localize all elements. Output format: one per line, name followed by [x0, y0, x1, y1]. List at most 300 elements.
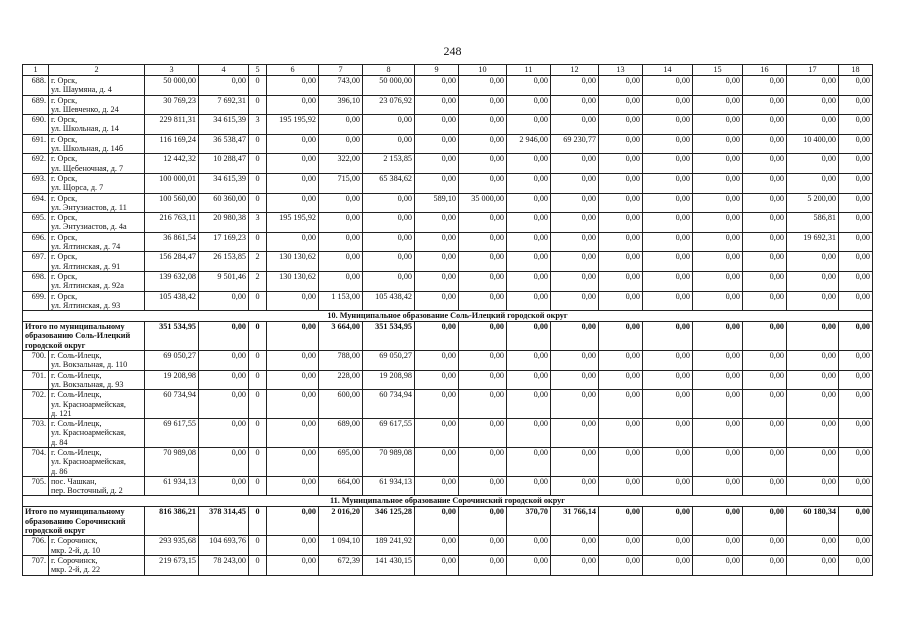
value-cell-col-7: 0,00 [319, 271, 363, 291]
subtotal-row [23, 507, 873, 536]
value-cell-col-10: 0,00 [459, 555, 507, 575]
address-cell [49, 232, 145, 252]
value-cell-col-13: 0,00 [599, 419, 643, 448]
address-cell [49, 476, 145, 496]
value-cell-col-18: 0,00 [839, 232, 873, 252]
value-cell-col-10: 0,00 [459, 154, 507, 174]
column-header-5: 5 [249, 65, 267, 76]
value-cell-col-4: 104 693,76 [199, 536, 249, 556]
value-cell-col-9: 0,00 [415, 370, 459, 390]
value-cell-col-9: 0,00 [415, 271, 459, 291]
value-cell-col-17: 0,00 [787, 476, 839, 496]
value-cell-col-7: 0,00 [319, 232, 363, 252]
value-cell-col-8: 0,00 [363, 115, 415, 135]
section-row [23, 311, 873, 322]
value-cell-col-17: 0,00 [787, 370, 839, 390]
value-cell-col-13: 0,00 [599, 507, 643, 536]
section-title: 10. Муниципальное образование Соль-Илецкий городской округ [23, 311, 873, 322]
row-number: 697. [23, 252, 49, 272]
value-cell-col-18: 0,00 [839, 115, 873, 135]
row-number: 704. [23, 447, 49, 476]
table-row [23, 447, 873, 476]
value-cell-col-6: 0,00 [267, 370, 319, 390]
value-cell-col-5: 0 [249, 193, 267, 213]
value-cell-col-7: 788,00 [319, 351, 363, 371]
value-cell-col-3: 50 000,00 [145, 76, 199, 96]
value-cell-col-5: 2 [249, 271, 267, 291]
value-cell-col-5: 0 [249, 536, 267, 556]
address-cell [49, 134, 145, 154]
text-line: г. Соль-Илецк, [51, 419, 102, 429]
value-cell-col-18: 0,00 [839, 173, 873, 193]
row-number: 696. [23, 232, 49, 252]
value-cell-col-5: 0 [249, 291, 267, 311]
value-cell-col-11: 0,00 [507, 351, 551, 371]
value-cell-col-18: 0,00 [839, 536, 873, 556]
value-cell-col-9: 0,00 [415, 134, 459, 154]
value-cell-col-17: 0,00 [787, 536, 839, 556]
value-cell-col-3: 69 050,27 [145, 351, 199, 371]
value-cell-col-14: 0,00 [643, 291, 693, 311]
value-cell-col-18: 0,00 [839, 193, 873, 213]
value-cell-col-16: 0,00 [743, 476, 787, 496]
value-cell-col-14: 0,00 [643, 390, 693, 419]
value-cell-col-5: 0 [249, 476, 267, 496]
value-cell-col-7: 322,00 [319, 154, 363, 174]
value-cell-col-15: 0,00 [693, 213, 743, 233]
value-cell-col-12: 0,00 [551, 370, 599, 390]
value-cell-col-6: 0,00 [267, 76, 319, 96]
value-cell-col-7: 715,00 [319, 173, 363, 193]
value-cell-col-16: 0,00 [743, 271, 787, 291]
value-cell-col-12: 0,00 [551, 173, 599, 193]
value-cell-col-6: 0,00 [267, 232, 319, 252]
value-cell-col-17: 19 692,31 [787, 232, 839, 252]
value-cell-col-8: 0,00 [363, 134, 415, 154]
subtotal-label [23, 507, 145, 536]
value-cell-col-14: 0,00 [643, 507, 693, 536]
value-cell-col-3: 70 989,08 [145, 447, 199, 476]
value-cell-col-6: 0,00 [267, 291, 319, 311]
value-cell-col-18: 0,00 [839, 507, 873, 536]
value-cell-col-11: 0,00 [507, 390, 551, 419]
report-table [22, 64, 873, 576]
column-header-17: 17 [787, 65, 839, 76]
value-cell-col-18: 0,00 [839, 476, 873, 496]
column-header-1: 1 [23, 65, 49, 76]
value-cell-col-16: 0,00 [743, 252, 787, 272]
text-line: г. Орск, [51, 115, 78, 125]
address-cell [49, 447, 145, 476]
text-line: образованию Сорочинский [25, 516, 126, 526]
value-cell-col-7: 1 153,00 [319, 291, 363, 311]
value-cell-col-8: 23 076,92 [363, 95, 415, 115]
value-cell-col-7: 664,00 [319, 476, 363, 496]
value-cell-col-16: 0,00 [743, 447, 787, 476]
table-row [23, 419, 873, 448]
value-cell-col-5: 0 [249, 76, 267, 96]
value-cell-col-11: 0,00 [507, 115, 551, 135]
value-cell-col-11: 0,00 [507, 252, 551, 272]
value-cell-col-9: 0,00 [415, 95, 459, 115]
value-cell-col-14: 0,00 [643, 95, 693, 115]
value-cell-col-16: 0,00 [743, 76, 787, 96]
value-cell-col-13: 0,00 [599, 322, 643, 351]
value-cell-col-3: 12 442,32 [145, 154, 199, 174]
table-row [23, 536, 873, 556]
value-cell-col-9: 0,00 [415, 507, 459, 536]
row-number: 694. [23, 193, 49, 213]
value-cell-col-15: 0,00 [693, 447, 743, 476]
value-cell-col-16: 0,00 [743, 134, 787, 154]
value-cell-col-13: 0,00 [599, 536, 643, 556]
value-cell-col-15: 0,00 [693, 419, 743, 448]
value-cell-col-4: 7 692,31 [199, 95, 249, 115]
value-cell-col-10: 0,00 [459, 447, 507, 476]
value-cell-col-6: 0,00 [267, 351, 319, 371]
value-cell-col-17: 586,81 [787, 213, 839, 233]
value-cell-col-3: 105 438,42 [145, 291, 199, 311]
value-cell-col-9: 0,00 [415, 419, 459, 448]
value-cell-col-9: 0,00 [415, 154, 459, 174]
value-cell-col-17: 0,00 [787, 390, 839, 419]
value-cell-col-3: 69 617,55 [145, 419, 199, 448]
value-cell-col-7: 0,00 [319, 213, 363, 233]
value-cell-col-8: 61 934,13 [363, 476, 415, 496]
value-cell-col-16: 0,00 [743, 213, 787, 233]
value-cell-col-4: 34 615,39 [199, 173, 249, 193]
column-header-10: 10 [459, 65, 507, 76]
table-row [23, 173, 873, 193]
value-cell-col-6: 0,00 [267, 95, 319, 115]
value-cell-col-14: 0,00 [643, 536, 693, 556]
value-cell-col-10: 35 000,00 [459, 193, 507, 213]
value-cell-col-5: 0 [249, 507, 267, 536]
value-cell-col-7: 2 016,20 [319, 507, 363, 536]
value-cell-col-6: 0,00 [267, 134, 319, 154]
value-cell-col-3: 30 769,23 [145, 95, 199, 115]
value-cell-col-3: 100 000,01 [145, 173, 199, 193]
text-line: д. 86 [51, 466, 68, 476]
value-cell-col-17: 0,00 [787, 351, 839, 371]
address-cell [49, 291, 145, 311]
table-row [23, 76, 873, 96]
value-cell-col-18: 0,00 [839, 351, 873, 371]
value-cell-col-14: 0,00 [643, 76, 693, 96]
value-cell-col-3: 351 534,95 [145, 322, 199, 351]
value-cell-col-4: 0,00 [199, 447, 249, 476]
text-line: г. Орск, [51, 95, 78, 105]
value-cell-col-10: 0,00 [459, 173, 507, 193]
column-header-12: 12 [551, 65, 599, 76]
value-cell-col-11: 0,00 [507, 536, 551, 556]
page-number: 248 [443, 44, 462, 58]
header-row [23, 65, 873, 76]
value-cell-col-4: 0,00 [199, 76, 249, 96]
value-cell-col-13: 0,00 [599, 134, 643, 154]
value-cell-col-17: 0,00 [787, 447, 839, 476]
text-line: г. Соль-Илецк, [51, 351, 102, 361]
text-line: ул. Красноармейская, [51, 399, 126, 409]
value-cell-col-13: 0,00 [599, 232, 643, 252]
value-cell-col-8: 189 241,92 [363, 536, 415, 556]
value-cell-col-6: 0,00 [267, 555, 319, 575]
text-line: ул. Щорса, д. 7 [51, 183, 104, 193]
text-line: г. Орск, [51, 154, 78, 164]
value-cell-col-6: 130 130,62 [267, 271, 319, 291]
table-row [23, 95, 873, 115]
text-line: г. Соль-Илецк, [51, 447, 102, 457]
text-line: ул. Энтузиастов, д. 4а [51, 222, 127, 232]
text-line: образованию Соль-Илецкий [25, 331, 131, 341]
value-cell-col-13: 0,00 [599, 351, 643, 371]
value-cell-col-15: 0,00 [693, 536, 743, 556]
table-row [23, 115, 873, 135]
address-cell [49, 555, 145, 575]
table-header [23, 65, 873, 76]
row-number: 689. [23, 95, 49, 115]
value-cell-col-4: 0,00 [199, 351, 249, 371]
value-cell-col-4: 0,00 [199, 322, 249, 351]
value-cell-col-4: 36 538,47 [199, 134, 249, 154]
value-cell-col-4: 20 980,38 [199, 213, 249, 233]
value-cell-col-5: 0 [249, 154, 267, 174]
value-cell-col-3: 116 169,24 [145, 134, 199, 154]
value-cell-col-11: 0,00 [507, 271, 551, 291]
value-cell-col-9: 0,00 [415, 555, 459, 575]
text-line: городской округ [25, 340, 86, 350]
row-number: 690. [23, 115, 49, 135]
value-cell-col-11: 0,00 [507, 76, 551, 96]
value-cell-col-5: 2 [249, 252, 267, 272]
value-cell-col-5: 0 [249, 232, 267, 252]
subtotal-row [23, 322, 873, 351]
text-line: г. Орск, [51, 271, 78, 281]
value-cell-col-9: 0,00 [415, 536, 459, 556]
address-cell [49, 370, 145, 390]
value-cell-col-15: 0,00 [693, 252, 743, 272]
text-line: ул. Школьная, д. 14б [51, 144, 124, 154]
value-cell-col-18: 0,00 [839, 95, 873, 115]
value-cell-col-10: 0,00 [459, 370, 507, 390]
text-line: пос. Чашкан, [51, 476, 97, 486]
table-row [23, 476, 873, 496]
value-cell-col-14: 0,00 [643, 154, 693, 174]
row-number: 705. [23, 476, 49, 496]
value-cell-col-4: 17 169,23 [199, 232, 249, 252]
value-cell-col-6: 0,00 [267, 322, 319, 351]
value-cell-col-14: 0,00 [643, 193, 693, 213]
value-cell-col-10: 0,00 [459, 419, 507, 448]
value-cell-col-13: 0,00 [599, 291, 643, 311]
value-cell-col-12: 0,00 [551, 291, 599, 311]
value-cell-col-12: 0,00 [551, 390, 599, 419]
value-cell-col-9: 0,00 [415, 291, 459, 311]
value-cell-col-9: 589,10 [415, 193, 459, 213]
value-cell-col-16: 0,00 [743, 507, 787, 536]
subtotal-label [23, 322, 145, 351]
value-cell-col-17: 0,00 [787, 115, 839, 135]
value-cell-col-9: 0,00 [415, 232, 459, 252]
row-number: 692. [23, 154, 49, 174]
table-row [23, 271, 873, 291]
value-cell-col-13: 0,00 [599, 555, 643, 575]
value-cell-col-14: 0,00 [643, 351, 693, 371]
value-cell-col-10: 0,00 [459, 507, 507, 536]
value-cell-col-12: 0,00 [551, 447, 599, 476]
value-cell-col-11: 0,00 [507, 322, 551, 351]
value-cell-col-17: 0,00 [787, 322, 839, 351]
table-row [23, 291, 873, 311]
value-cell-col-17: 0,00 [787, 555, 839, 575]
value-cell-col-12: 0,00 [551, 476, 599, 496]
value-cell-col-3: 61 934,13 [145, 476, 199, 496]
value-cell-col-7: 396,10 [319, 95, 363, 115]
value-cell-col-7: 600,00 [319, 390, 363, 419]
value-cell-col-18: 0,00 [839, 134, 873, 154]
report-table-wrapper [22, 64, 872, 576]
value-cell-col-14: 0,00 [643, 476, 693, 496]
value-cell-col-8: 346 125,28 [363, 507, 415, 536]
value-cell-col-10: 0,00 [459, 271, 507, 291]
value-cell-col-3: 219 673,15 [145, 555, 199, 575]
text-line: ул. Вокзальная, д. 110 [51, 360, 128, 370]
table-body [23, 76, 873, 576]
value-cell-col-12: 0,00 [551, 213, 599, 233]
value-cell-col-5: 0 [249, 555, 267, 575]
text-line: ул. Красноармейская, [51, 428, 126, 438]
column-header-8: 8 [363, 65, 415, 76]
value-cell-col-11: 0,00 [507, 419, 551, 448]
row-number: 698. [23, 271, 49, 291]
value-cell-col-18: 0,00 [839, 447, 873, 476]
value-cell-col-6: 0,00 [267, 536, 319, 556]
value-cell-col-4: 0,00 [199, 390, 249, 419]
value-cell-col-13: 0,00 [599, 271, 643, 291]
value-cell-col-4: 10 288,47 [199, 154, 249, 174]
value-cell-col-17: 5 200,00 [787, 193, 839, 213]
value-cell-col-14: 0,00 [643, 232, 693, 252]
value-cell-col-8: 105 438,42 [363, 291, 415, 311]
text-line: ул. Красноармейская, [51, 457, 126, 467]
value-cell-col-8: 65 384,62 [363, 173, 415, 193]
value-cell-col-11: 0,00 [507, 370, 551, 390]
value-cell-col-5: 0 [249, 95, 267, 115]
value-cell-col-3: 19 208,98 [145, 370, 199, 390]
value-cell-col-4: 78 243,00 [199, 555, 249, 575]
value-cell-col-9: 0,00 [415, 213, 459, 233]
value-cell-col-12: 0,00 [551, 271, 599, 291]
table-row [23, 213, 873, 233]
value-cell-col-7: 0,00 [319, 134, 363, 154]
section-title: 11. Муниципальное образование Сорочинский городской округ [23, 496, 873, 507]
value-cell-col-8: 69 050,27 [363, 351, 415, 371]
value-cell-col-6: 0,00 [267, 507, 319, 536]
value-cell-col-12: 0,00 [551, 322, 599, 351]
value-cell-col-8: 69 617,55 [363, 419, 415, 448]
table-row [23, 555, 873, 575]
address-cell [49, 173, 145, 193]
value-cell-col-6: 0,00 [267, 173, 319, 193]
value-cell-col-12: 31 766,14 [551, 507, 599, 536]
value-cell-col-11: 0,00 [507, 213, 551, 233]
value-cell-col-9: 0,00 [415, 115, 459, 135]
value-cell-col-3: 60 734,94 [145, 390, 199, 419]
value-cell-col-5: 0 [249, 370, 267, 390]
value-cell-col-15: 0,00 [693, 322, 743, 351]
value-cell-col-9: 0,00 [415, 76, 459, 96]
value-cell-col-6: 195 195,92 [267, 115, 319, 135]
row-number: 702. [23, 390, 49, 419]
value-cell-col-7: 672,39 [319, 555, 363, 575]
address-cell [49, 536, 145, 556]
value-cell-col-3: 229 811,31 [145, 115, 199, 135]
value-cell-col-10: 0,00 [459, 351, 507, 371]
text-line: г. Соль-Илецк, [51, 370, 102, 380]
value-cell-col-8: 0,00 [363, 232, 415, 252]
value-cell-col-8: 0,00 [363, 193, 415, 213]
value-cell-col-13: 0,00 [599, 213, 643, 233]
text-line: мкр. 2-й, д. 22 [51, 565, 101, 575]
row-number: 700. [23, 351, 49, 371]
text-line: д. 121 [51, 408, 72, 418]
value-cell-col-14: 0,00 [643, 134, 693, 154]
text-line: городской округ [25, 526, 86, 536]
address-cell [49, 351, 145, 371]
value-cell-col-10: 0,00 [459, 476, 507, 496]
value-cell-col-7: 3 664,00 [319, 322, 363, 351]
value-cell-col-4: 26 153,85 [199, 252, 249, 272]
text-line: г. Сорочинск, [51, 536, 98, 546]
value-cell-col-15: 0,00 [693, 271, 743, 291]
value-cell-col-5: 0 [249, 173, 267, 193]
value-cell-col-5: 0 [249, 447, 267, 476]
value-cell-col-16: 0,00 [743, 291, 787, 311]
value-cell-col-14: 0,00 [643, 213, 693, 233]
value-cell-col-3: 139 632,08 [145, 271, 199, 291]
value-cell-col-8: 0,00 [363, 271, 415, 291]
value-cell-col-5: 0 [249, 419, 267, 448]
value-cell-col-4: 0,00 [199, 419, 249, 448]
value-cell-col-7: 743,00 [319, 76, 363, 96]
value-cell-col-14: 0,00 [643, 370, 693, 390]
value-cell-col-5: 3 [249, 213, 267, 233]
value-cell-col-11: 0,00 [507, 447, 551, 476]
value-cell-col-14: 0,00 [643, 419, 693, 448]
table-row [23, 390, 873, 419]
value-cell-col-17: 0,00 [787, 419, 839, 448]
value-cell-col-17: 0,00 [787, 95, 839, 115]
value-cell-col-12: 0,00 [551, 154, 599, 174]
value-cell-col-8: 50 000,00 [363, 76, 415, 96]
value-cell-col-10: 0,00 [459, 536, 507, 556]
value-cell-col-3: 816 386,21 [145, 507, 199, 536]
value-cell-col-17: 0,00 [787, 154, 839, 174]
value-cell-col-11: 0,00 [507, 173, 551, 193]
value-cell-col-10: 0,00 [459, 76, 507, 96]
value-cell-col-16: 0,00 [743, 173, 787, 193]
value-cell-col-16: 0,00 [743, 536, 787, 556]
value-cell-col-18: 0,00 [839, 76, 873, 96]
value-cell-col-17: 0,00 [787, 252, 839, 272]
column-header-16: 16 [743, 65, 787, 76]
value-cell-col-9: 0,00 [415, 322, 459, 351]
value-cell-col-17: 60 180,34 [787, 507, 839, 536]
value-cell-col-3: 216 763,11 [145, 213, 199, 233]
value-cell-col-15: 0,00 [693, 115, 743, 135]
value-cell-col-7: 689,00 [319, 419, 363, 448]
value-cell-col-16: 0,00 [743, 115, 787, 135]
